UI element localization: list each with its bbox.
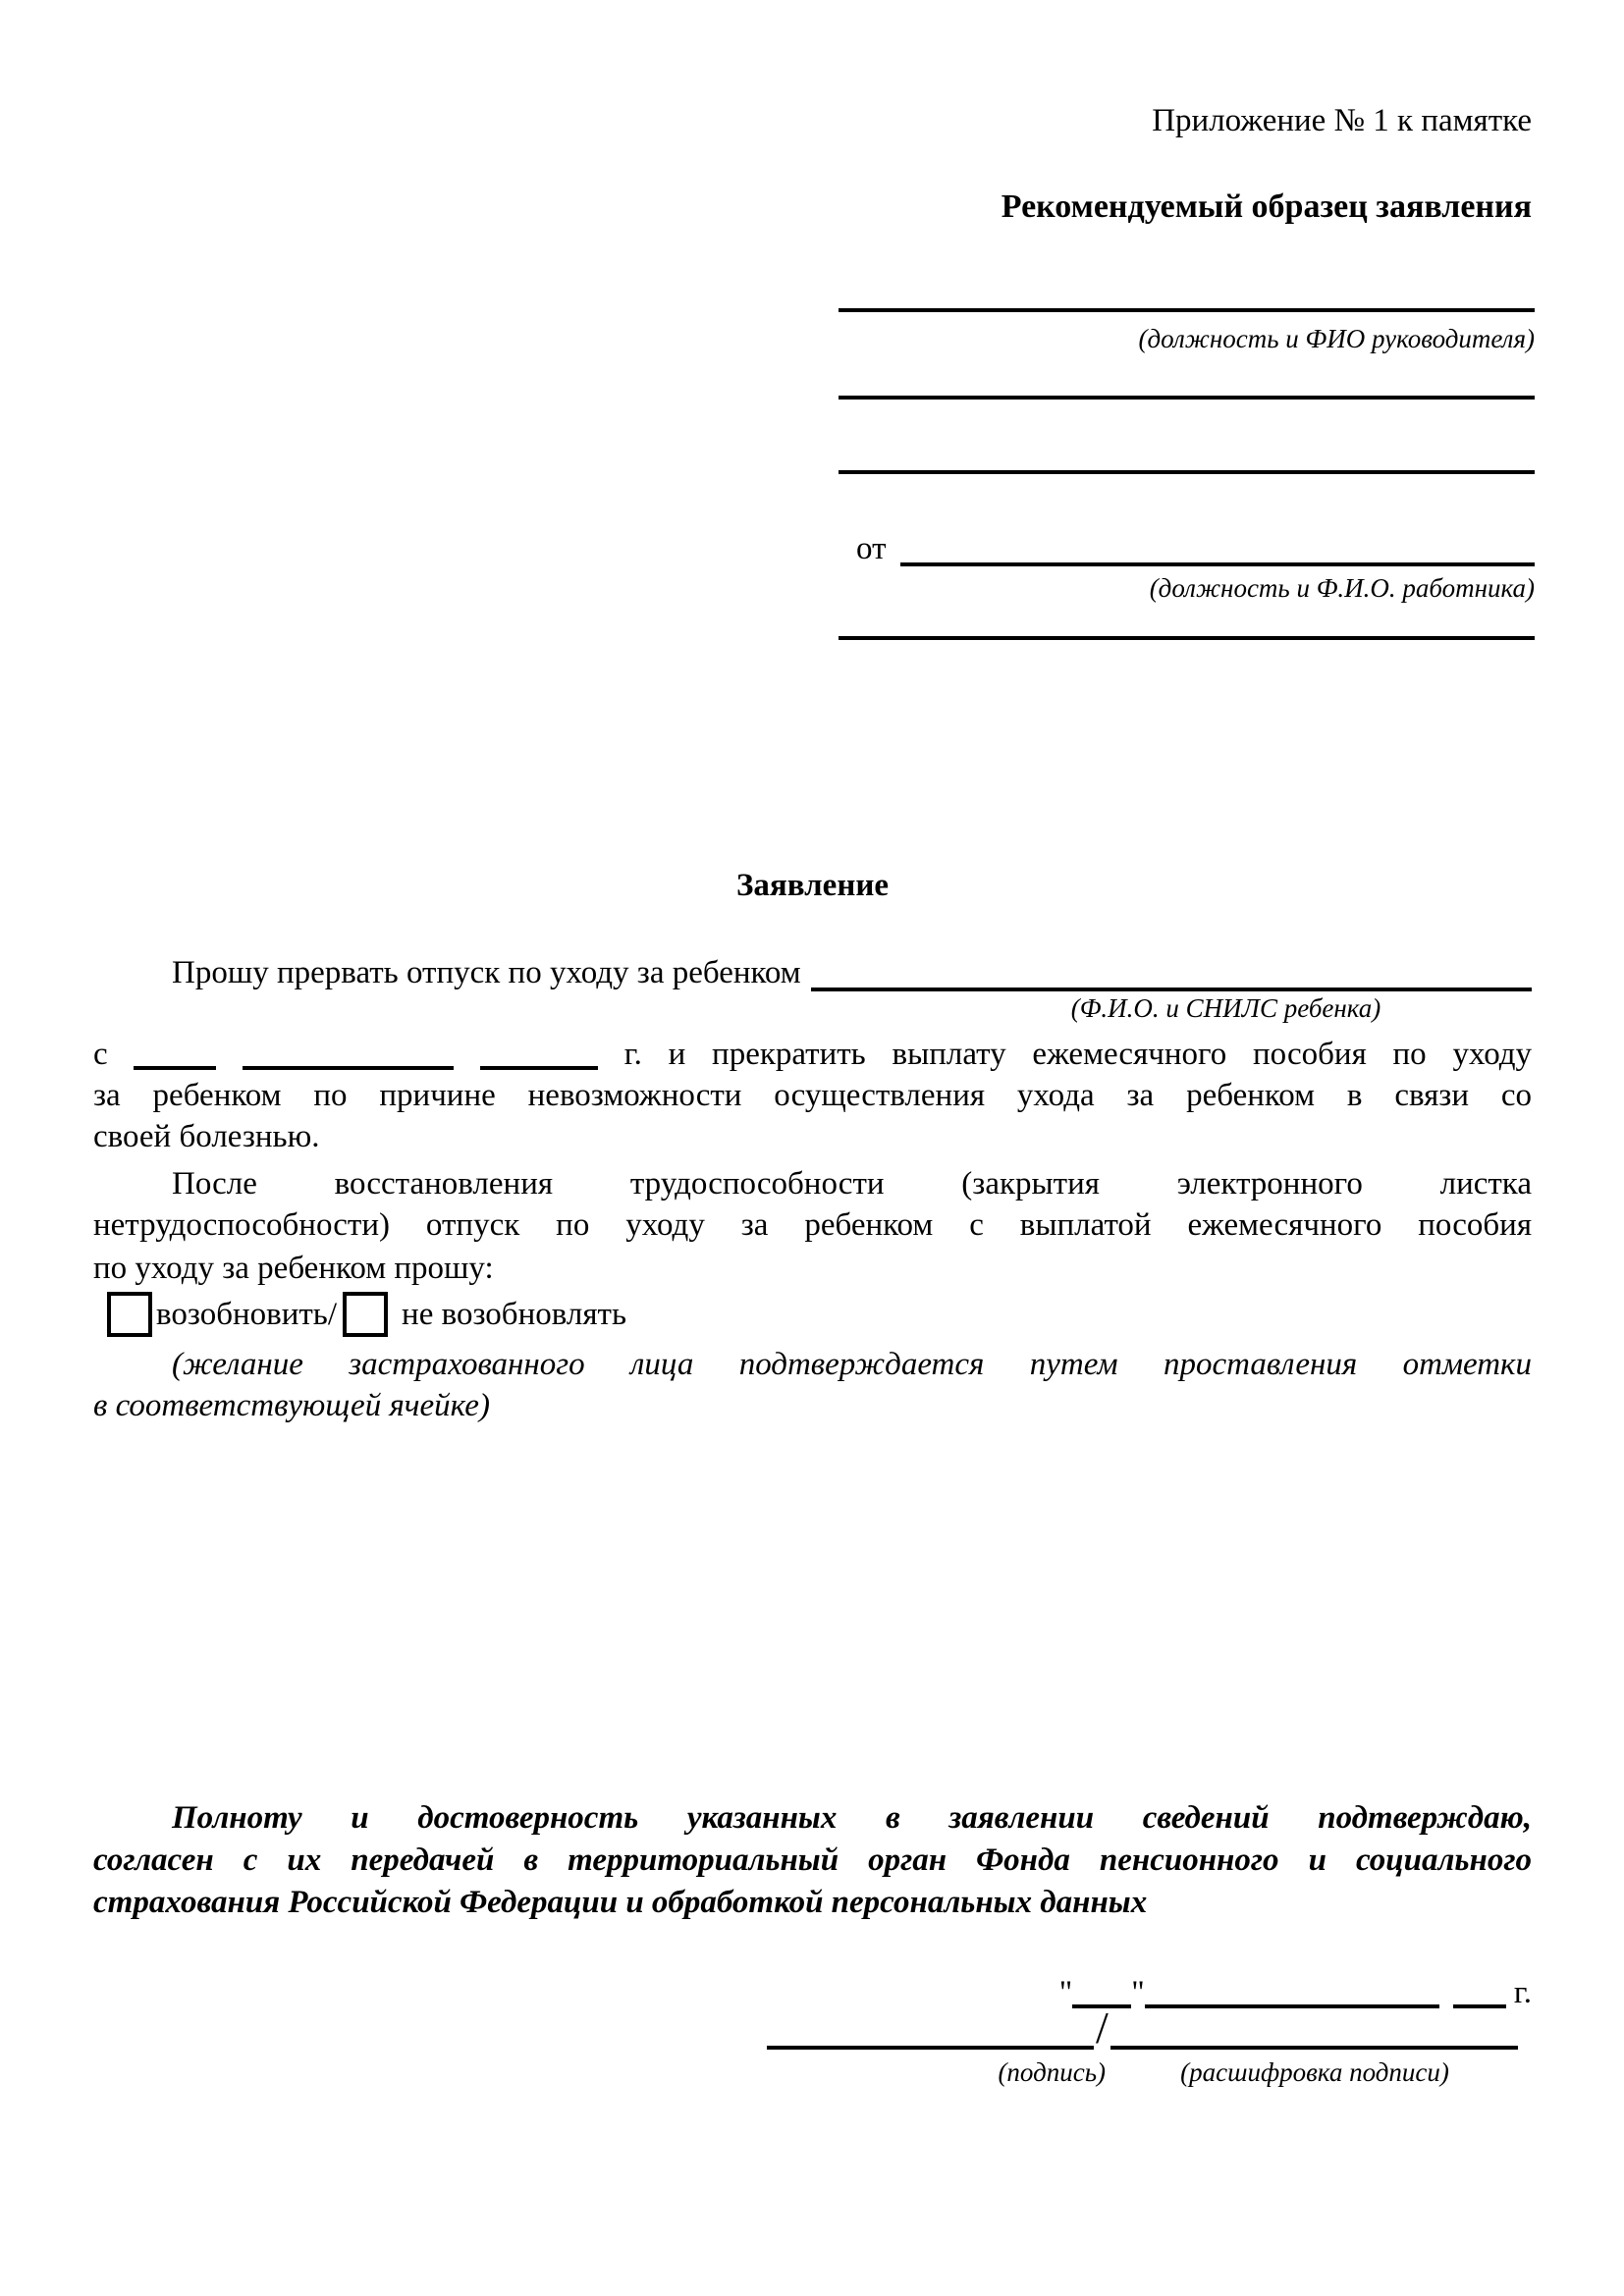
head-caption: (должность и ФИО руководителя): [1138, 324, 1535, 353]
year-label: г.: [1513, 1975, 1532, 2010]
checkbox-not-resume[interactable]: [343, 1292, 388, 1337]
head-name-blank[interactable]: [839, 308, 1535, 312]
resume-choice-row: [93, 1292, 1545, 1337]
option-not-resume-label: не возобновлять: [402, 1296, 627, 1332]
note-line-1: (желание застрахованного лица подтверждается путем проставления отметки: [172, 1347, 1532, 1382]
resume-line-1: После восстановления трудоспособности (закрытия электронного листка: [172, 1166, 1532, 1201]
request-text-2: г. и прекратить выплату ежемесячного пособия по уходу: [623, 1037, 1533, 1072]
open-quote: ": [1058, 1975, 1073, 2010]
child-caption: (Ф.И.О. и СНИЛС ребенка): [1070, 993, 1381, 1023]
day-blank[interactable]: [134, 1037, 216, 1070]
date-month-blank[interactable]: [1145, 1975, 1439, 2008]
employee-caption: (должность и Ф.И.О. работника): [1149, 573, 1535, 603]
confirmation-line-1: Полноту и достоверность указанных в заявлении сведений подтверждаю,: [172, 1800, 1532, 1836]
note-line-2: в соответствующей ячейке): [93, 1388, 490, 1423]
year-blank[interactable]: [480, 1037, 598, 1070]
signature-blank[interactable]: [767, 2010, 1094, 2050]
transcript-caption: (расшифровка подписи): [1180, 2057, 1449, 2087]
from-label: от: [856, 531, 887, 566]
signature-row: [767, 2002, 1518, 2053]
document-subtitle: Рекомендуемый образец заявления: [1001, 188, 1532, 225]
close-quote: ": [1131, 1975, 1145, 2010]
head-name-blank-2[interactable]: [839, 396, 1535, 400]
month-blank[interactable]: [243, 1037, 454, 1070]
option-resume-label: возобновить/: [156, 1296, 338, 1332]
request-line-4: своей болезнью.: [93, 1119, 320, 1154]
date-row: [93, 1975, 1532, 2011]
resume-line-2: нетрудоспособности) отпуск по уходу за ребенком с выплатой ежемесячного пособия: [93, 1207, 1532, 1243]
child-name-blank[interactable]: [811, 954, 1532, 991]
appendix-note: Приложение № 1 к памятке: [1152, 103, 1532, 138]
checkbox-resume[interactable]: [107, 1292, 152, 1337]
confirmation-line-2: согласен с их передачей в территориальный орган Фонда пенсионного и социального: [93, 1842, 1532, 1878]
request-line-1: [93, 954, 1532, 991]
resume-line-3: по уходу за ребенком прошу:: [93, 1251, 494, 1286]
signature-caption: (подпись): [998, 2057, 1106, 2087]
date-prefix: с: [93, 1037, 108, 1072]
statement-title: Заявление: [736, 868, 889, 903]
signature-separator: /: [1096, 2002, 1109, 2053]
from-row: [856, 531, 1535, 566]
request-line-2: [93, 1037, 1532, 1073]
employee-name-blank[interactable]: [900, 527, 1536, 566]
request-line-3: за ребенком по причине невозможности осуществления ухода за ребенком в связи со: [93, 1078, 1532, 1113]
signature-captions: [767, 2057, 1518, 2088]
transcript-blank[interactable]: [1110, 2010, 1518, 2050]
employee-blank-2[interactable]: [839, 636, 1535, 640]
request-text-1: Прошу прервать отпуск по уходу за ребенком: [172, 955, 801, 990]
date-year-blank[interactable]: [1453, 1975, 1506, 2008]
confirmation-line-3: страхования Российской Федерации и обработкой персональных данных: [93, 1885, 1148, 1920]
head-name-blank-3[interactable]: [839, 470, 1535, 474]
